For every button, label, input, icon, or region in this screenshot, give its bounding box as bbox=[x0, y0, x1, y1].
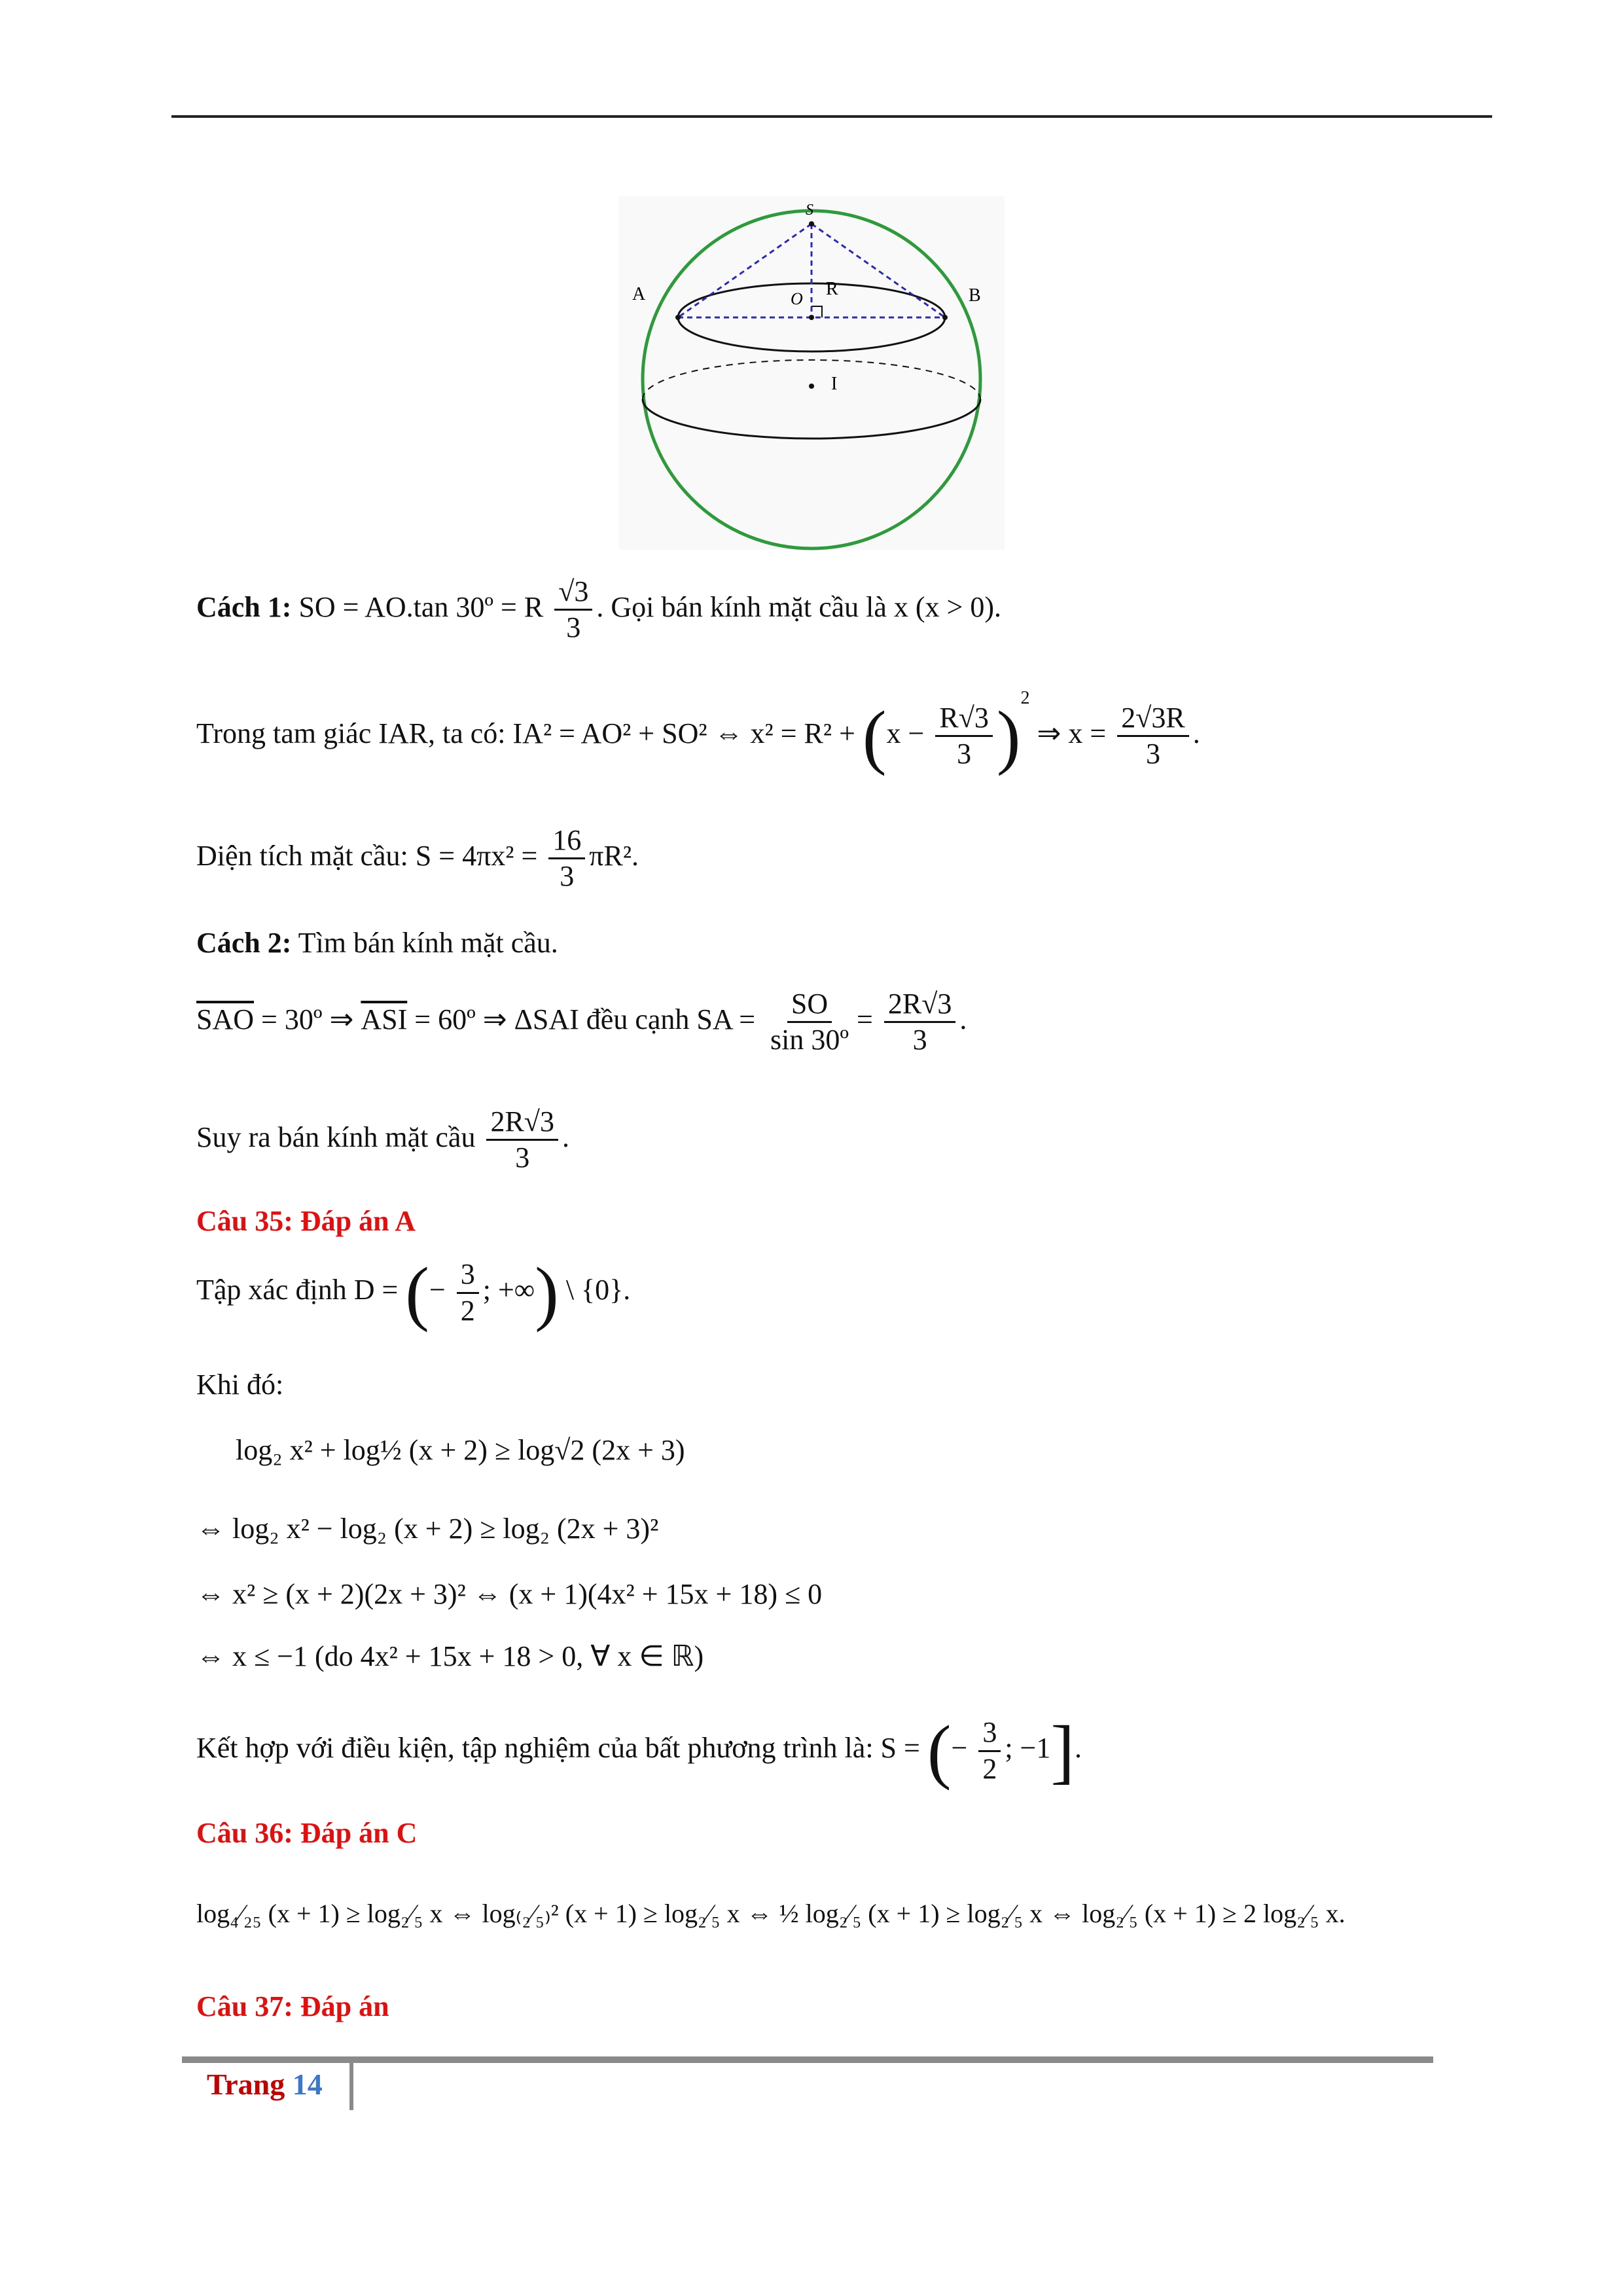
cau35-s-end: . bbox=[1075, 1732, 1082, 1765]
cau35-s-frac bbox=[978, 1717, 1001, 1785]
label-O: O bbox=[791, 289, 803, 308]
tamgiac-inner-num: R√3 bbox=[935, 702, 993, 737]
cau35-title: Câu 35: Đáp án A bbox=[196, 1205, 416, 1237]
cach1-fraction bbox=[554, 576, 592, 644]
dientich-den: 3 bbox=[560, 860, 575, 893]
point-O bbox=[809, 315, 814, 320]
footer-separator bbox=[349, 2063, 353, 2110]
tamgiac-res-den: 3 bbox=[1145, 738, 1160, 770]
tamgiac-implies: ⇒ x = bbox=[1037, 717, 1107, 749]
paren-open-d: ( bbox=[405, 1253, 429, 1333]
cau35-kethop: Kết hợp với điều kiện, tập nghiệm của bất phương trình là: bbox=[196, 1732, 874, 1765]
tamgiac-eq1: IA² = AO² + SO² ⇔ x² = R² + bbox=[512, 717, 855, 749]
cau35-line3: ⇔ x² ≥ (x + 2)(2x + 3)² ⇔ (x + 1)(4x² + 15x + 18) ≤ 0 bbox=[196, 1578, 823, 1610]
cach2-text: Tìm bán kính mặt cầu. bbox=[298, 927, 558, 959]
tamgiac-line bbox=[196, 687, 1200, 776]
cau35-setminus: \ {0}. bbox=[565, 1274, 631, 1306]
cach1-label: Cách 1: bbox=[196, 590, 292, 623]
cau36-eq: log₄⁄₂₅ (x + 1) ≥ log₂⁄₅ x ⇔ log₍₂⁄₅₎² (x + 1) ≥ log₂⁄₅ x ⇔ ½ log₂⁄₅ (x + 1) ≥ log₂⁄₅ x ⇔ log₂⁄₅ (x + 1) ≥ 2 log₂⁄₅ x. bbox=[196, 1899, 1346, 1928]
cau35-neg: − bbox=[429, 1274, 446, 1306]
cach1-frac-num: √3 bbox=[554, 576, 592, 611]
cau35-khido: Khi đó: bbox=[196, 1369, 284, 1401]
suyra-frac bbox=[486, 1106, 558, 1174]
cach1-text: . Gọi bán kính mặt cầu là x bbox=[596, 590, 908, 623]
tamgiac-result-frac bbox=[1117, 702, 1189, 770]
angle-end: . bbox=[959, 1003, 967, 1035]
paren-open: ( bbox=[862, 696, 887, 776]
paren-close: ) bbox=[996, 696, 1021, 776]
cach2-line bbox=[196, 926, 558, 961]
angle-f1-num: SO bbox=[787, 988, 832, 1023]
point-I bbox=[809, 384, 814, 389]
angle-SAO: $\overline{SAO}$ bbox=[196, 1003, 255, 1035]
suyra-num: 2R√3 bbox=[486, 1106, 558, 1141]
cau35-s-eq: S = bbox=[880, 1732, 920, 1765]
point-A bbox=[675, 315, 681, 320]
cach1-frac-den: 3 bbox=[566, 611, 581, 644]
angle-f1-den: sin 30º bbox=[770, 1024, 849, 1056]
tamgiac-text: Trong tam giác IAR, ta có: bbox=[196, 717, 506, 749]
cau35-d-eq: D = bbox=[353, 1274, 399, 1306]
cau35-rest: ; +∞ bbox=[482, 1274, 535, 1306]
cau35-num: 3 bbox=[457, 1259, 479, 1293]
dientich-line bbox=[196, 825, 639, 893]
label-A: A bbox=[632, 284, 646, 304]
cau35-s-neg: − bbox=[951, 1732, 968, 1765]
cau35-txd-line bbox=[196, 1253, 631, 1333]
cau37-title: Câu 37: Đáp án bbox=[196, 1990, 389, 2022]
angle-f2-num: 2R√3 bbox=[884, 988, 956, 1023]
point-S bbox=[809, 221, 814, 226]
angle-frac2 bbox=[884, 988, 956, 1056]
dientich-tail: πR². bbox=[589, 839, 639, 872]
label-I: I bbox=[831, 374, 838, 394]
angle-sa-eq: SA = bbox=[696, 1003, 756, 1035]
angle-eq1: = 30º ⇒ bbox=[261, 1003, 354, 1035]
header-rule bbox=[171, 115, 1492, 118]
sphere-figure bbox=[615, 190, 1008, 556]
paren-open-s: ( bbox=[927, 1711, 952, 1791]
cach1-line bbox=[196, 576, 1001, 644]
cau35-line1: log₂ x² + log½ (x + 2) ≥ log√2 (2x + 3) bbox=[236, 1434, 685, 1466]
cau35-line4: ⇔ x ≤ −1 (do 4x² + 15x + 18 > 0, ∀ x ∈ ℝ) bbox=[196, 1640, 704, 1672]
footer-label: Trang bbox=[207, 2068, 285, 2101]
label-S: S bbox=[806, 202, 813, 219]
dientich-eq: S = 4πx² = bbox=[415, 839, 538, 872]
figure-background bbox=[618, 196, 1005, 550]
cach2-label: Cách 2: bbox=[196, 927, 292, 959]
footer-rule bbox=[182, 2056, 1433, 2063]
cau35-kethop-line bbox=[196, 1711, 1082, 1791]
paren-close-d: ) bbox=[535, 1253, 559, 1333]
tamgiac-inner-frac bbox=[935, 702, 993, 770]
angle-words: đều cạnh bbox=[586, 1003, 690, 1035]
angle-eq2b: = bbox=[857, 1003, 873, 1035]
point-B bbox=[942, 315, 948, 320]
cau35-txd: Tập xác định bbox=[196, 1274, 347, 1306]
label-B: B bbox=[969, 285, 981, 306]
angle-line bbox=[196, 988, 967, 1056]
cau35-s-den: 2 bbox=[982, 1752, 997, 1785]
angle-f2-den: 3 bbox=[912, 1024, 927, 1056]
cach1-cond: (x > 0). bbox=[915, 590, 1002, 623]
dientich-num: 16 bbox=[548, 825, 585, 859]
cau35-line2: ⇔ log₂ x² − log₂ (x + 2) ≥ log₂ (2x + 3)² bbox=[196, 1513, 659, 1545]
page-number: 14 bbox=[292, 2068, 323, 2101]
suyra-end: . bbox=[562, 1121, 569, 1153]
label-R: R bbox=[826, 279, 838, 299]
tamgiac-inner-den: 3 bbox=[957, 738, 972, 770]
tamgiac-power: 2 bbox=[1020, 688, 1030, 708]
angle-eq2: = 60º ⇒ ΔSAI bbox=[414, 1003, 579, 1035]
suyra-text: Suy ra bán kính mặt cầu bbox=[196, 1121, 476, 1153]
tamgiac-inner-x: x − bbox=[886, 717, 925, 749]
dientich-text: Diện tích mặt cầu: bbox=[196, 839, 408, 872]
angle-frac1 bbox=[766, 988, 853, 1056]
tamgiac-end: . bbox=[1192, 717, 1200, 749]
suyra-line bbox=[196, 1106, 569, 1174]
dientich-frac bbox=[548, 825, 585, 893]
bracket-close-s: ] bbox=[1050, 1711, 1075, 1791]
angle-ASI: $\overline{ASI}$ bbox=[361, 1003, 408, 1035]
cau35-s-num: 3 bbox=[978, 1717, 1001, 1751]
cau35-s-rest: ; −1 bbox=[1005, 1732, 1051, 1765]
suyra-den: 3 bbox=[515, 1141, 530, 1174]
tamgiac-res-num: 2√3R bbox=[1117, 702, 1189, 737]
cach1-formula: SO = AO.tan 30º = R bbox=[298, 590, 544, 623]
page-footer bbox=[207, 2067, 323, 2102]
cau36-title: Câu 36: Đáp án C bbox=[196, 1817, 418, 1849]
cau35-frac bbox=[457, 1259, 479, 1327]
cau35-den: 2 bbox=[460, 1294, 475, 1327]
